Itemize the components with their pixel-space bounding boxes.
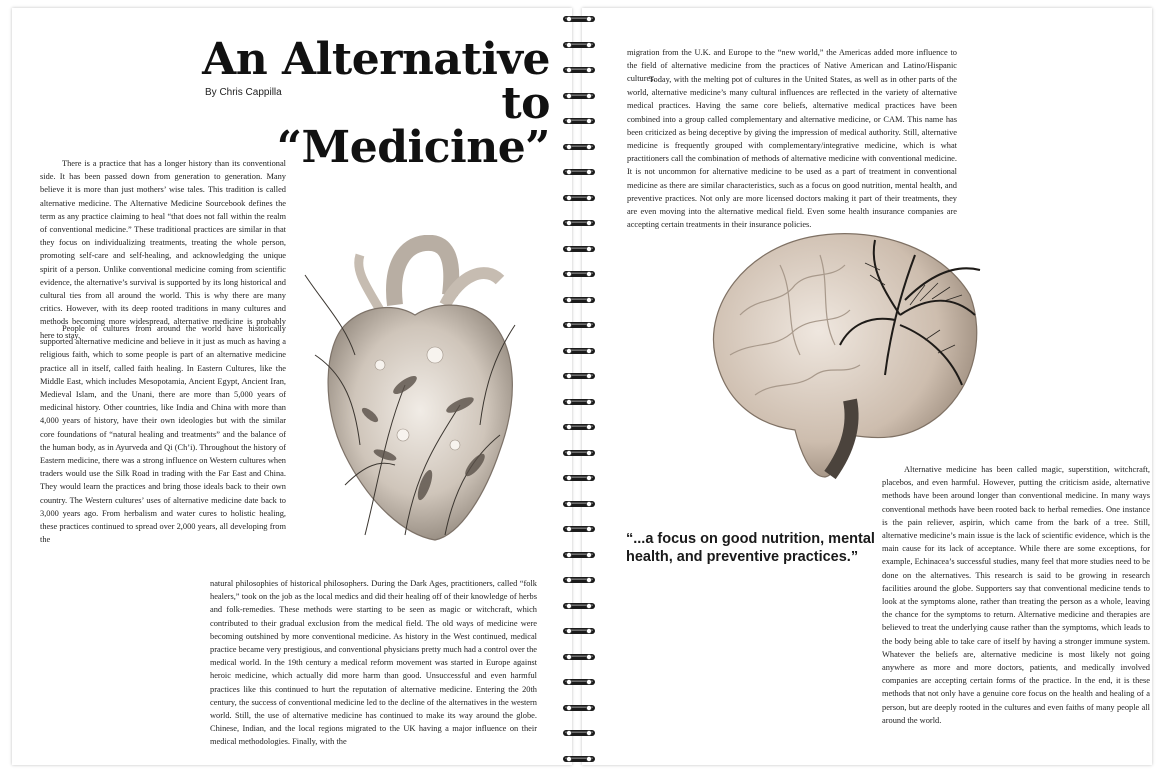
spiral-coil <box>562 318 596 332</box>
spiral-coil <box>562 675 596 689</box>
spiral-coil <box>562 548 596 562</box>
right-paragraph-3: Alternative medicine has been called magic, superstition, witchcraft, placebos, and even harmful. However, putting the criticism aside, alternative methods have been around longer than conventional medicine. In many ways conventional methods have been rooted back to herbal remedies. One instance is the pain reliever, aspirin, which came from the bark of a tree. Still, alternative medicine’s main issue is the lack of scientific evidence, which is the main cause for its lack of acceptance. While there are some exceptions, for example, Echinacea’s successful studies, many feel that more studies need to be done on the alternatives. This research is said to be growing in research facilities around the globe. Supporters say that conventional medicine tends to look at the symptoms alone, rather than treating the person as a whole, leaving the chance for the symptoms to return. Alternative medicine and therapies are believed to treat the underlying cause rather than the symptoms, which leads to the body being able to take care of itself by having a stronger immune system. Whatever the beliefs are, alternative medicine is most likely not going anywhere as more and more doctors, patients, and medically involved companies are accepting certain forms of the practice. In the end, it is these methods that not only have a genuine core focus on the health and healing of a person, but are deeply rooted in the cultures and even faiths of many people all around the world. <box>882 465 1150 725</box>
byline: By Chris Cappilla <box>205 87 282 98</box>
spiral-coil <box>562 420 596 434</box>
spiral-coil <box>562 624 596 638</box>
title-line-1: An Alternative to <box>202 34 550 129</box>
spiral-coil <box>562 344 596 358</box>
spiral-coil <box>562 701 596 715</box>
spiral-coil <box>562 522 596 536</box>
spiral-coil <box>562 216 596 230</box>
body-paragraph-1: There is a practice that has a longer history than its conventional side. It has been passed down from generation to generation. Many believe it is more than just mothers’ wise tales. This tradition is called alternative medicine. The Alternative Medicine Sourcebook defines the term as any practice claiming to heal “that does not fall within the realm of conventional medicine.” These traditional practices are similar in that they focus on individualizing treatments, treating the whole person, promoting self-care and self-healing, and acknowledging the unique spirit of a person. Unlike conventional medicine coming from scientific evidence, the alternative’s survival is supported by its long historical and cultural ties from all around the world. This is why there are many critics. However, with its deep rooted traditions in many cultures and methods becoming more widespread, alternative medicine is probably here to stay. <box>40 159 286 340</box>
right-paragraph-2: Today, with the melting pot of cultures in the United States, as well as in other parts of the world, alternative medicine’s many cultural influences are reflected in the variety of alternative medical practices. Having the same core beliefs, alternative medical practices have been combined into a group called complementary and alternative medicine, or CAM. This name has been criticized as being deceptive by giving the impression of medical authority. Still, alternative medicine is frequently grouped with complementary/integrative medicine, which is what practitioners call the combination of methods of alternative medicine with conventional medicine. It is not uncommon for alternative medicine to be used as a part of treatment in conventional medicine as there are similar characteristics, such as a focus on good nutrition, mental health, and preventive practices. Not only are more licensed doctors making it part of their treatments, they are even moving into the alternative medical field. Even some health insurance companies are accepting certain treatments in their insurance policies. <box>627 75 957 230</box>
title-line-2: “Medicine” <box>276 122 550 173</box>
spiral-binding <box>562 12 596 764</box>
spiral-coil <box>562 165 596 179</box>
spiral-coil <box>562 573 596 587</box>
brain-collage-illustration <box>700 225 985 480</box>
spiral-coil <box>562 12 596 26</box>
body-paragraph-2: People of cultures from around the world have historically supported alternative medicine and believe in it just as much as having a religious faith, which to some people is part of an alternative medicine practice all in itself, called faith healing. In Eastern Cultures, like the Middle East, which includes Mesopotamia, Ancient Egypt, Ancient Iran, Medieval Islam, and the Unani, there are more than 5,000 years of medicinal history. Other countries, like India and China with more than 4,000 years of history, have their own ideologies but with the similar core foundations of “natural healing and treatments” and the balance of the human body, as in Ayurveda and Qi (Ch’i). Throughout the history of Eastern medicine, there was a strong influence on Western cultures when traders would use the Silk Road in trading with the Far East and China. They would learn the practices and bring those ideals back to their own country. The Western cultures’ uses of alternative medicine date back to 3,000 years ago. From herbalism and water cures to holistic healing, these practices continued to spread over 2,000 years, all developing from the <box>40 324 286 545</box>
spiral-coil <box>562 38 596 52</box>
spiral-coil <box>562 140 596 154</box>
article-title <box>160 34 550 173</box>
spiral-coil <box>562 471 596 485</box>
spiral-coil <box>562 497 596 511</box>
spiral-coil <box>562 726 596 740</box>
spiral-coil <box>562 191 596 205</box>
spiral-coil <box>562 293 596 307</box>
body-paragraph-3: natural philosophies of historical philosophers. During the Dark Ages, practitioners, called “folk healers,” took on the job as the local medics and did their healing off of their knowledge of herbs and folk-remedies. These methods were starting to be seen as magic or witchcraft, which contributed to their gradual exclusion from the medical field. The old ways of medicine were becoming outshined by more conventional medicine. As history in the West continued, medical practice became very prestigious, and conventional physicians pretty much had a control over the medical world. In the 19th century a medical reform movement was started in Europe against heroic medicine, which actually did more harm than good. Unsuccessful and even harmful practices like this continued to hurt the reputation of alternative medicine. Entering the 20th century, the success of conventional medicine led to the decline of the alternatives in the western world. Still, the use of alternative medicine has continued to make its way around the globe. Chinese, Indian, and the local regions migrated to the UK having a major influence on their medical methodologies. Finally, with the <box>210 579 537 747</box>
right-paragraph-1: migration from the U.K. and Europe to the “new world,” the Americas added more influence to the field of alternative medicine from the practices of Native American and Latino/Hispanic cultures. <box>627 48 957 84</box>
spiral-coil <box>562 599 596 613</box>
spiral-coil <box>562 267 596 281</box>
spiral-coil <box>562 369 596 383</box>
spiral-coil <box>562 395 596 409</box>
spiral-coil <box>562 114 596 128</box>
spiral-coil <box>562 752 596 766</box>
spiral-coil <box>562 242 596 256</box>
spiral-coil <box>562 650 596 664</box>
pull-quote: “...a focus on good nutrition, mental health, and preventive practices.” <box>626 531 875 565</box>
spiral-coil <box>562 446 596 460</box>
spiral-coil <box>562 63 596 77</box>
heart-collage-illustration <box>285 235 560 555</box>
spiral-coil <box>562 89 596 103</box>
